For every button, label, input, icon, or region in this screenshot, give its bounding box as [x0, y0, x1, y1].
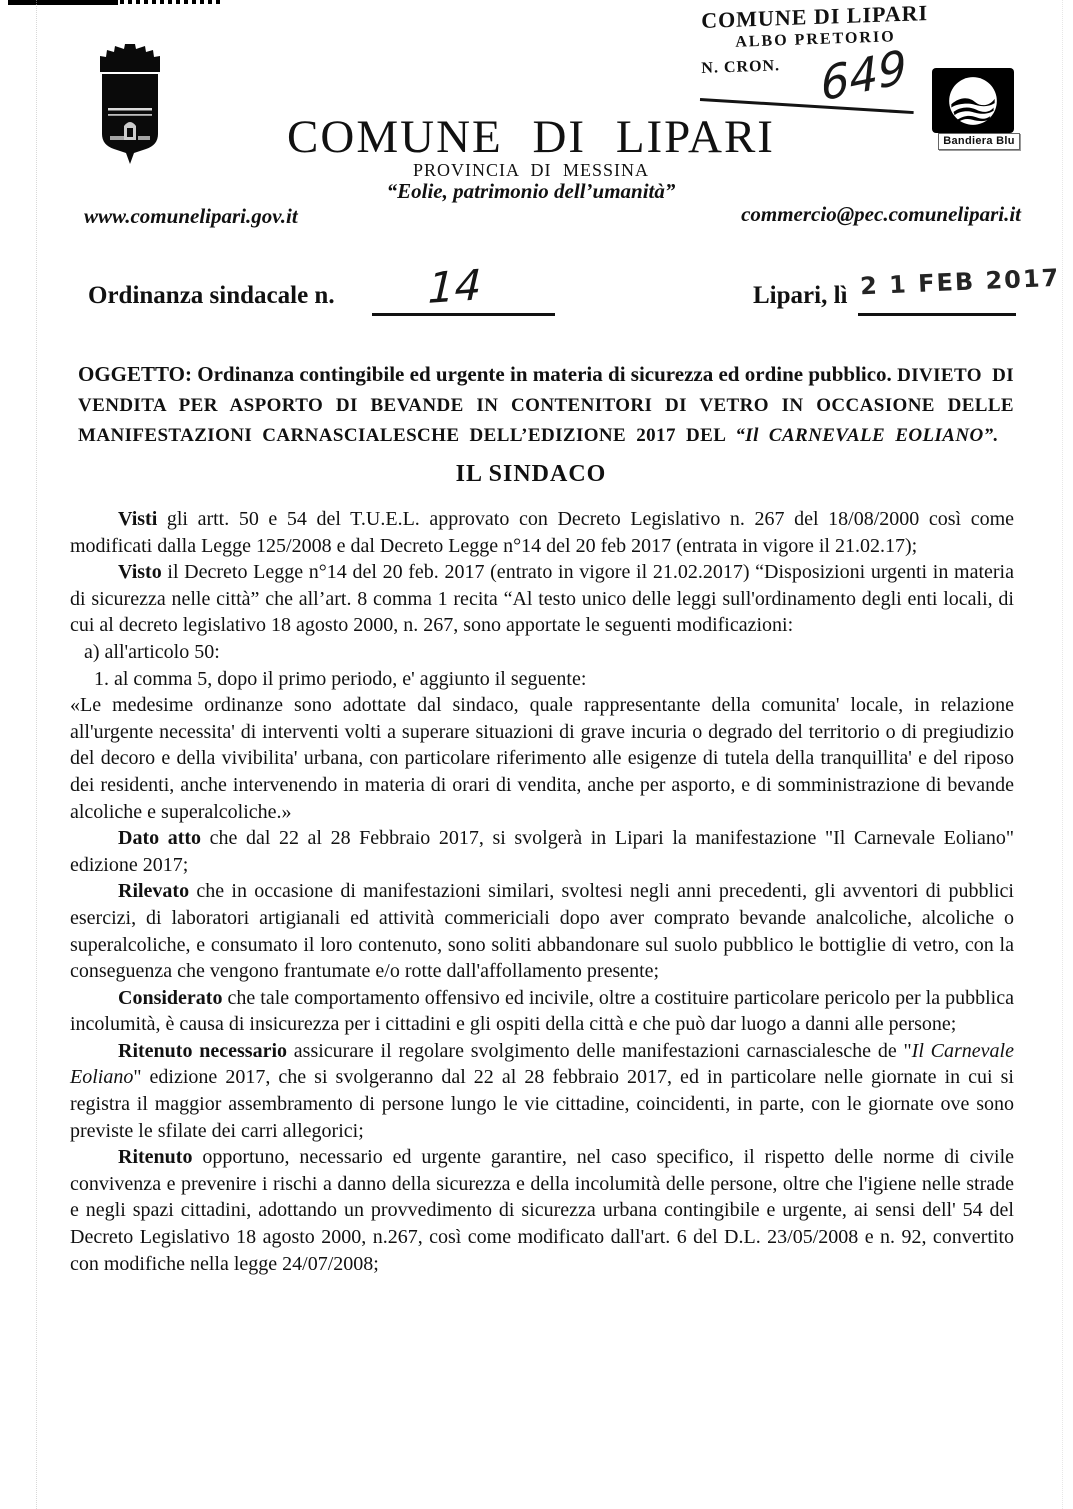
- text-run: «Le medesime ordinanze sono adottate dal sindaco, quale rappresentante della comunita' locale, in relazione all'urgente necessita' di interventi volti a superare situazioni di grave incuria o degrado del territorio o di pregiudizio del decoro e della vivibilita' urbana, con particolare riferimento alle esigenze di tutela della tranquillita' e del riposo dei residenti, anche intervenendo in materia di orari di vendita, anche per asporto, e di somministrazione di bevande alcoliche e superalcoliche.»: [70, 694, 1014, 823]
- ordinance-number-underline: [372, 313, 555, 316]
- paragraph: [70, 1144, 1014, 1277]
- stamp-albo-text: ALBO PRETORIO: [735, 28, 896, 51]
- ordinance-number-handwritten: 14: [427, 260, 483, 313]
- subject-paragraph: [78, 360, 1014, 450]
- bandiera-blu-label: Bandiera Blu: [938, 133, 1020, 150]
- paragraph: [70, 985, 1014, 1038]
- text-run: Visti: [118, 508, 158, 530]
- text-run: Rilevato: [118, 880, 190, 903]
- paragraph: [70, 1038, 1014, 1144]
- text-run: che tale comportamento offensivo ed incivile, oltre a costituire particolare pericolo per la pubblica incolumità, è causa di insicurezza per i cittadini e gli ospiti della città e che può dar luogo a danni alle persone;: [70, 986, 1014, 1036]
- website-url: www.comunelipari.gov.it: [84, 204, 298, 228]
- motto: “Eolie, patrimonio dell’umanità”: [386, 179, 676, 203]
- text-run: Considerato: [118, 986, 223, 1009]
- text-run: Dato atto: [118, 827, 202, 850]
- text-run: Ritenuto necessario: [118, 1039, 287, 1062]
- stamp-comune-text: COMUNE DI LIPARI: [701, 0, 929, 33]
- scan-edge-mark: [8, 0, 118, 5]
- date-underline: [858, 313, 1016, 316]
- text-run: OGGETTO: Ordinanza contingibile ed urgente in materia di sicurezza ed ordine pubblico.: [78, 362, 898, 386]
- text-run: " edizione 2017, che si svolgeranno dal 22 al 28 febbraio 2017, ed in particolare nelle giornate in cui si registra il maggior assembramento di persone lungo le vie cittadine, coincidenti, in parte, con le giornate ove sono previste le sfilate dei carri allegorici;: [70, 1066, 1014, 1142]
- paragraph: [70, 666, 1014, 693]
- paragraph: [70, 825, 1014, 878]
- albo-pretorio-stamp: [689, 0, 940, 112]
- il-sindaco-heading: IL SINDACO: [455, 461, 607, 487]
- scan-edge-mark-dashed: [120, 0, 220, 4]
- pec-email: commercio@pec.comunelipari.it: [741, 202, 1021, 226]
- text-run: il Decreto Legge n°14 del 20 feb. 2017 (entrato in vigore il 21.02.2017) “Disposizioni urgenti in materia di sicurezza nelle città” che all’art. 8 comma 1 recita “Al testo unico delle leggi sull'ordinamento degli enti locali, di cui al decreto legislativo 18 agosto 2000, n. 267, sono apportate le seguenti modificazioni:: [70, 561, 1014, 637]
- place-date-label: Lipari, lì: [753, 282, 848, 309]
- text-run: “Il CARNEVALE EOLIANO”.: [735, 425, 999, 446]
- text-run: DIVIETO DI VENDITA PER ASPORTO DI BEVANDE IN CONTENITORI DI VETRO IN OCCASIONE DELLE MANIFESTAZIONI CARNASCIALESCHE DELL’EDIZIONE 2017 DEL: [78, 365, 1014, 446]
- ordinance-number-label: Ordinanza sindacale n.: [88, 282, 335, 309]
- text-run: Il Carnevale Eoliano: [70, 1039, 1014, 1089]
- text-run: Ritenuto: [118, 1146, 193, 1169]
- scan-artifact-left: [36, 0, 37, 1509]
- paragraph: [70, 559, 1014, 639]
- text-run: che dal 22 al 28 Febbraio 2017, si svolgerà in Lipari la manifestazione "Il Carnevale Eoliano" edizione 2017;: [70, 827, 1014, 876]
- paragraph: [70, 878, 1014, 984]
- text-run: Visto: [118, 561, 162, 584]
- text-run: opportuno, necessario ed urgente garantire, nel caso specifico, il rispetto delle norme di civile convivenza e prevenire i rischi a danno della sicurezza e della incolumità delle persone, oltre che l'igiene nelle strade e negli spazi cittadini, adottando un provvedimento di sicurezza urbana contingibile e urgente, ai sensi dell' 54 del Decreto Legislativo 18 agosto 2000, n.267, così come modificato dall'art. 6 del D.L. 23/05/2008 e n. 92, convertito con modifiche nella legge 24/07/2008;: [70, 1146, 1014, 1275]
- text-run: a) all'articolo 50:: [84, 640, 220, 663]
- scan-artifact-right: [1062, 0, 1063, 1509]
- date-stamp: 2 1 FEB 2017: [859, 263, 1061, 301]
- document-body: [70, 506, 1014, 1277]
- comune-title: COMUNE DI LIPARI: [287, 111, 775, 163]
- text-run: gli artt. 50 e 54 del T.U.E.L. approvato con Decreto Legislativo n. 267 del 18/08/2000 così come modificati dalla Legge 125/2008 e dal Decreto Legge n°14 del 20 feb 2017 (entrata in vigore il 21.02.17);: [70, 508, 1014, 557]
- stamp-cron-number-handwritten: 649: [818, 39, 909, 112]
- text-run: assicurare il regolare svolgimento delle manifestazioni carnascialesche de ": [287, 1039, 912, 1062]
- paragraph: [70, 639, 1014, 666]
- paragraph: [70, 506, 1014, 559]
- text-run: 1. al comma 5, dopo il primo periodo, e' aggiunto il seguente:: [94, 667, 587, 690]
- paragraph: [70, 692, 1014, 825]
- text-run: che in occasione di manifestazioni similari, svoltesi negli anni precedenti, gli avventori di pubblici esercizi, di laboratori artigianali ed attività commericiali dopo aver comprato bevande analcoliche, alcoliche o superalcoliche, e consumato il loro contenuto, sono soliti abbandonare sul suolo pubblico le bottiglie di vetro, con la conseguenza che vengono frantumate e/o rotte dall'affollamento presente;: [70, 880, 1014, 983]
- province-subtitle: PROVINCIA DI MESSINA: [412, 160, 650, 180]
- stamp-cron-label: N. CRON.: [701, 57, 781, 77]
